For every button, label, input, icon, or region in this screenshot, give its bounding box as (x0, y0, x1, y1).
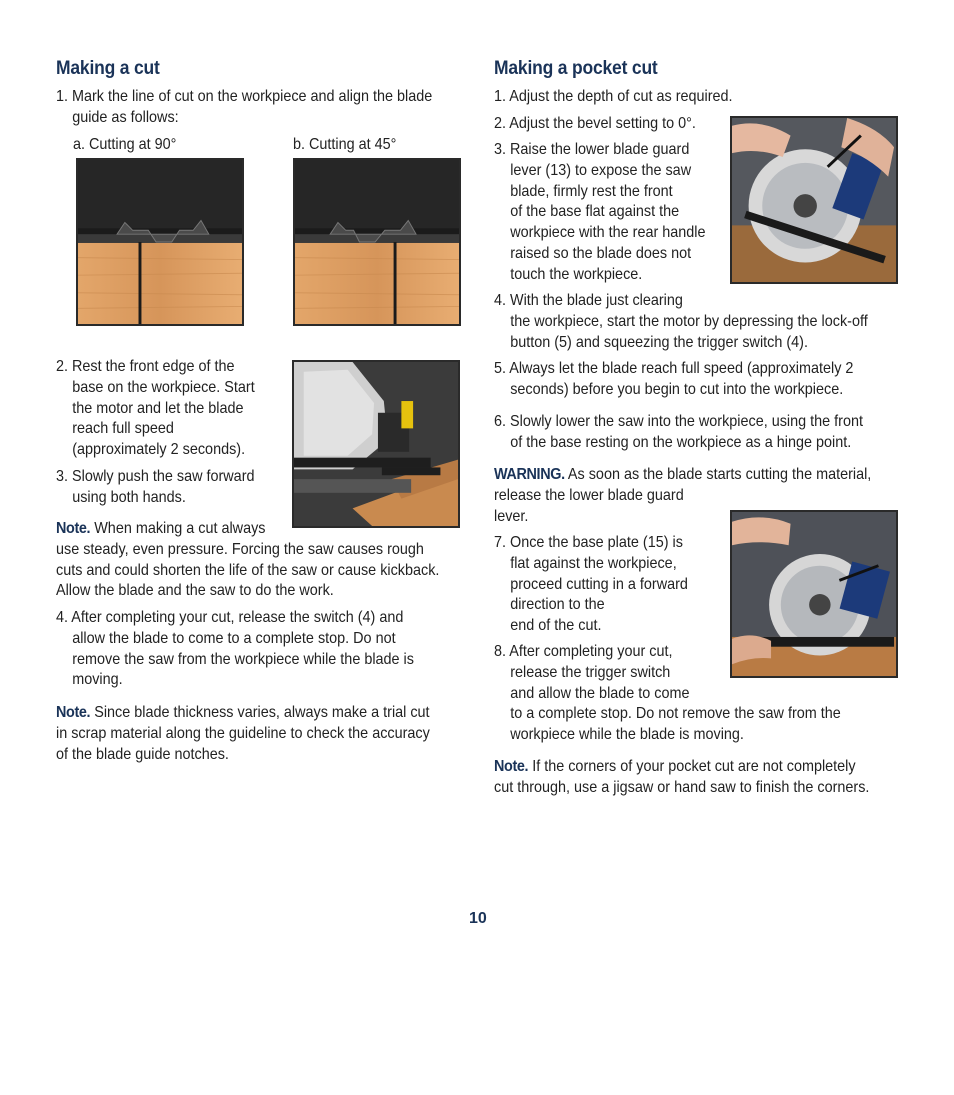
warning-text: WARNING. As soon as the blade starts cutting the material, release the lower blade guard lever. (494, 466, 872, 525)
right-step-5: 5. Always let the blade reach full speed (approximately 2 seconds) before you begin to cut into the workpiece. (494, 360, 854, 398)
right-step-2: 2. Adjust the bevel setting to 0°. (494, 115, 696, 132)
section-heading-making-a-cut: Making a cut (56, 58, 160, 79)
right-step-3: 3. Raise the lower blade guard lever (13) to expose the saw blade, firmly rest the front of the base flat against the workpiece with the rear handle raised so the blade does not touch the workpiece. (494, 141, 706, 283)
caption-cutting-90: a. Cutting at 90° (73, 136, 177, 153)
section-heading-pocket-cut: Making a pocket cut (494, 58, 658, 79)
note-label: Note. (494, 758, 529, 775)
left-step-3: 3. Slowly push the saw forward using both hands. (56, 468, 255, 506)
figure-saw-on-workpiece (292, 360, 460, 528)
left-step-4: 4. After completing your cut, release the switch (4) and allow the blade to come to a complete stop. Do not remove the saw from the workpiece while the blade is moving. (56, 609, 414, 689)
figure-raise-guard-lever (730, 116, 898, 284)
right-step-7: 7. Once the base plate (15) is flat against the workpiece, proceed cutting in a forward direction to the end of the cut. (494, 534, 688, 635)
note-label: Note. (56, 520, 91, 537)
right-step-8: 8. After completing your cut, release the trigger switch and allow the blade to come to a complete stop. Do not remove the saw from the workpiece while the blade is moving. (494, 643, 841, 744)
note-label: Note. (56, 704, 91, 721)
right-step-1: 1. Adjust the depth of cut as required. (494, 88, 733, 105)
figure-cutting-90 (76, 158, 244, 326)
left-note-1: Note. When making a cut always use steady, even pressure. Forcing the saw causes rough cuts and could shorten the life of the saw or cause kickback. Allow the blade and the saw to do the work. (56, 520, 440, 600)
left-note-2: Note. Since blade thickness varies, always make a trial cut in scrap material along the guideline to check the accuracy of the blade guide notches. (56, 704, 430, 763)
figure-cutting-45 (293, 158, 461, 326)
left-step-1: 1. Mark the line of cut on the workpiece and align the blade guide as follows: (56, 88, 433, 126)
left-step-2: 2. Rest the front edge of the base on the workpiece. Start the motor and let the blade reach full speed (approximately 2 seconds). (56, 358, 255, 459)
warning-label: WARNING. (494, 466, 565, 483)
page-number: 10 (469, 910, 487, 927)
right-step-4: 4. With the blade just clearing the workpiece, start the motor by depressing the lock-off button (5) and squeezing the trigger switch (4). (494, 292, 868, 351)
right-step-6: 6. Slowly lower the saw into the workpiece, using the front of the base resting on the workpiece as a hinge point. (494, 413, 863, 451)
caption-cutting-45: b. Cutting at 45° (293, 136, 397, 153)
right-note: Note. If the corners of your pocket cut are not completely cut through, use a jigsaw or hand saw to finish the corners. (494, 758, 870, 796)
